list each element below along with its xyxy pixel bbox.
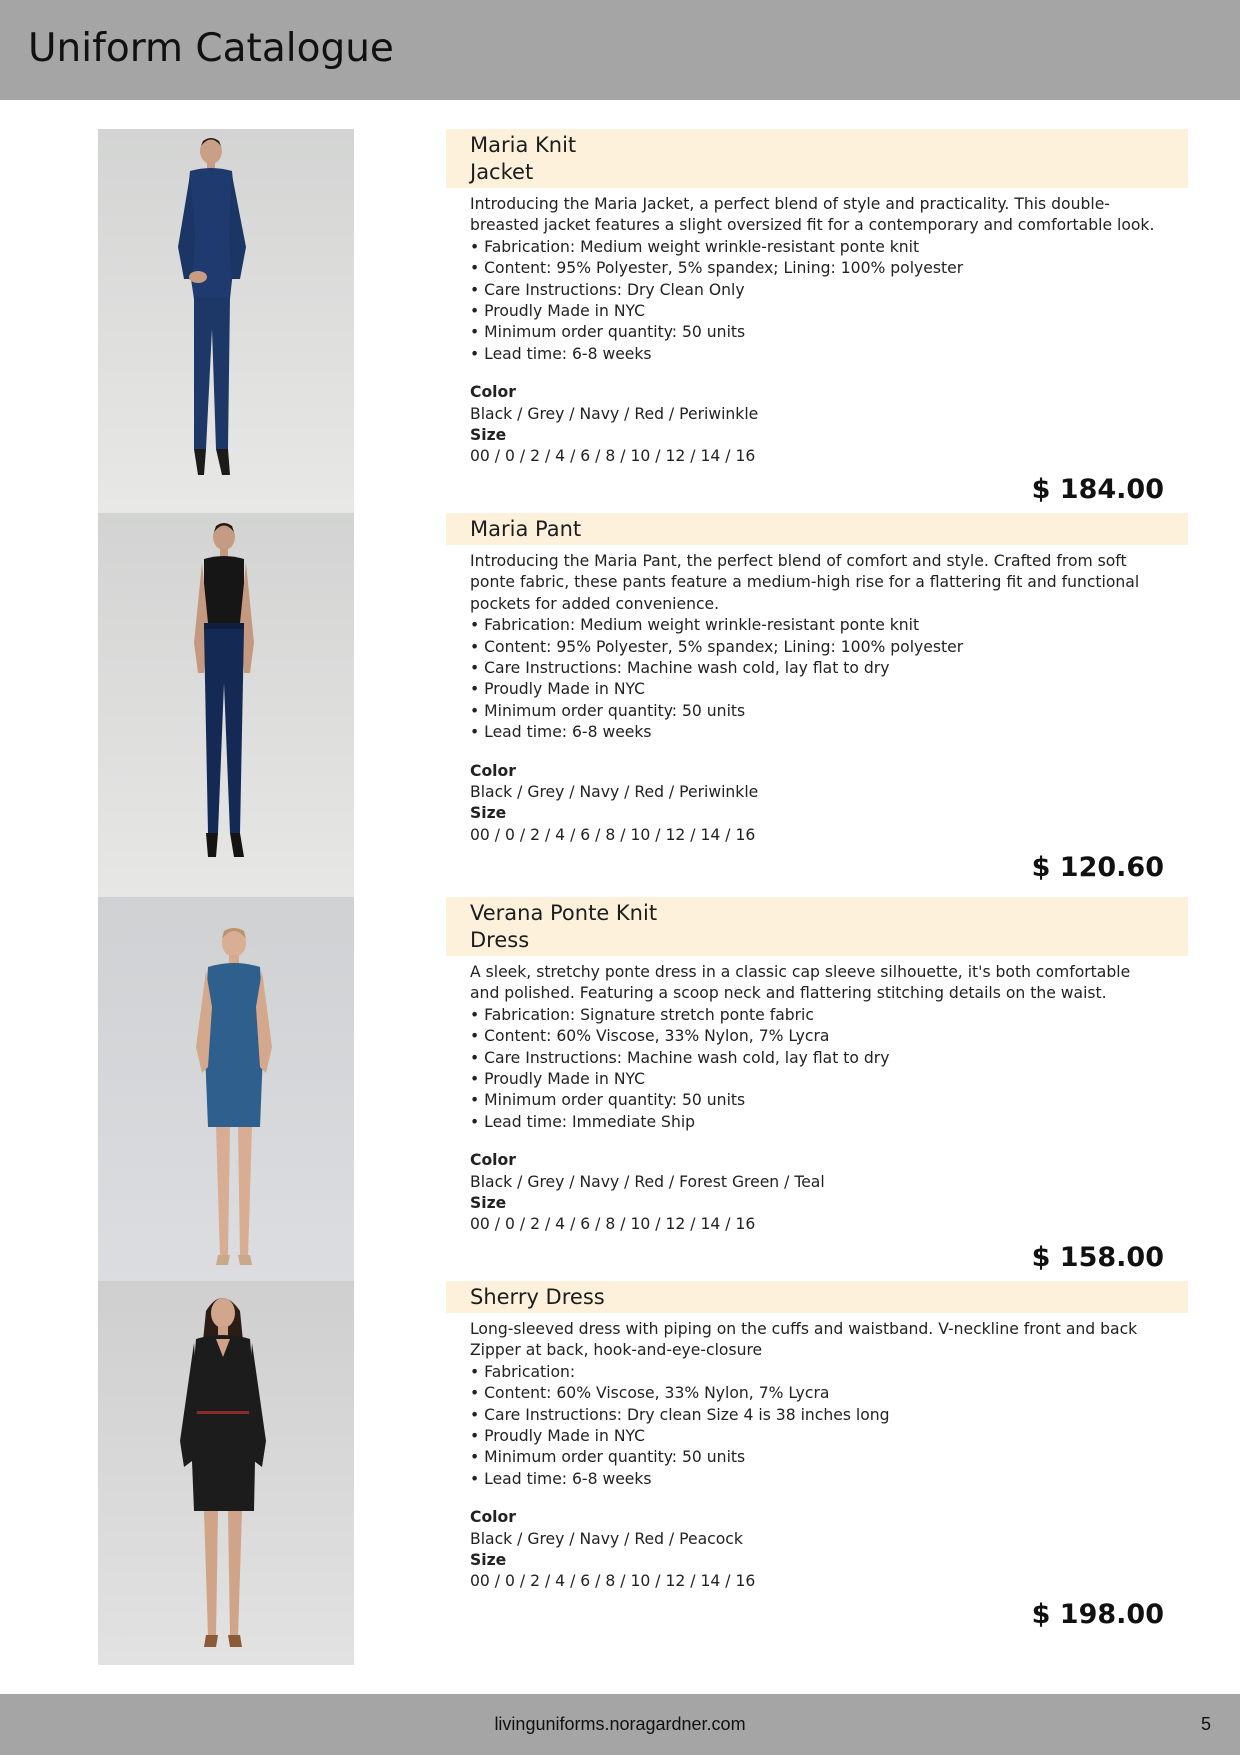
bullet-item: • Content: 60% Viscose, 33% Nylon, 7% Lycra: [470, 1383, 1164, 1404]
size-label: Size: [470, 1194, 507, 1213]
product-verana-dress: [446, 897, 1188, 1273]
product-title-line1: Sherry Dress: [470, 1285, 605, 1309]
product-details: [446, 188, 1188, 468]
product-title: [446, 129, 1188, 188]
size-options: 00 / 0 / 2 / 4 / 6 / 8 / 10 / 12 / 14 / 16: [470, 1215, 756, 1234]
product-title: [446, 897, 1188, 956]
bullet-item: • Lead time: 6-8 weeks: [470, 344, 1164, 365]
product-description: Long-sleeved dress with piping on the cuffs and waistband. V-neckline front and back Zipper at back, hook-and-eye-closure: [470, 1320, 1138, 1360]
bullet-item: • Minimum order quantity: 50 units: [470, 1090, 1164, 1111]
color-label: Color: [470, 761, 516, 780]
color-label: Color: [470, 1151, 516, 1170]
color-options: Black / Grey / Navy / Red / Periwinkle: [470, 404, 759, 423]
bullet-item: • Care Instructions: Dry Clean Only: [470, 280, 1164, 301]
product-price: $ 184.00: [1031, 473, 1164, 505]
bullet-item: • Fabrication:: [470, 1362, 1164, 1383]
size-options: 00 / 0 / 2 / 4 / 6 / 8 / 10 / 12 / 14 / 16: [470, 825, 756, 844]
product-price: $ 198.00: [1031, 1598, 1164, 1630]
bullet-item: • Care Instructions: Dry clean Size 4 is 38 inches long: [470, 1405, 1164, 1426]
bullet-item: • Fabrication: Medium weight wrinkle-resistant ponte knit: [470, 615, 1164, 636]
size-label: Size: [470, 1551, 507, 1570]
size-options: 00 / 0 / 2 / 4 / 6 / 8 / 10 / 12 / 14 / 16: [470, 1572, 756, 1591]
product-title-line2: Dress: [470, 928, 530, 952]
page-title: Uniform Catalogue: [28, 26, 394, 71]
product-title-line1: Verana Ponte Knit: [470, 901, 658, 925]
bullet-item: • Proudly Made in NYC: [470, 1069, 1164, 1090]
product-photo-verana-dress: [98, 897, 354, 1281]
size-label: Size: [470, 804, 507, 823]
product-photo-maria-jacket: [98, 129, 354, 513]
product-details: [446, 1313, 1188, 1593]
color-label: Color: [470, 383, 516, 402]
product-photo-sherry-dress: [98, 1281, 354, 1665]
color-options: Black / Grey / Navy / Red / Forest Green / Teal: [470, 1172, 825, 1191]
product-title-line1: Maria Pant: [470, 517, 582, 541]
size-options: 00 / 0 / 2 / 4 / 6 / 8 / 10 / 12 / 14 / 16: [470, 447, 756, 466]
bullet-item: • Care Instructions: Machine wash cold, lay flat to dry: [470, 1048, 1164, 1069]
color-options: Black / Grey / Navy / Red / Periwinkle: [470, 783, 759, 802]
bullet-item: • Fabrication: Signature stretch ponte fabric: [470, 1005, 1164, 1026]
product-sherry-dress: [446, 1281, 1188, 1630]
page-header: [0, 0, 1240, 100]
bullet-item: • Content: 95% Polyester, 5% spandex; Lining: 100% polyester: [470, 258, 1164, 279]
product-details: [446, 956, 1188, 1236]
product-bullets: [470, 1005, 1164, 1133]
bullet-item: • Minimum order quantity: 50 units: [470, 701, 1164, 722]
product-price: $ 120.60: [1031, 852, 1164, 884]
bullet-item: • Lead time: Immediate Ship: [470, 1112, 1164, 1133]
page-number: 5: [1200, 1714, 1211, 1734]
product-bullets: [470, 237, 1164, 365]
bullet-item: • Content: 60% Viscose, 33% Nylon, 7% Lycra: [470, 1026, 1164, 1047]
product-title: [446, 1281, 1188, 1313]
bullet-item: • Fabrication: Medium weight wrinkle-resistant ponte knit: [470, 237, 1164, 258]
product-description: Introducing the Maria Pant, the perfect blend of comfort and style. Crafted from soft ponte fabric, these pants feature a medium-high rise for a flattering fit and functional pockets for added convenience.: [470, 552, 1140, 613]
page-footer: [0, 1694, 1240, 1755]
product-title: [446, 513, 1188, 545]
bullet-item: • Minimum order quantity: 50 units: [470, 322, 1164, 343]
product-photo-maria-pant: [98, 513, 354, 897]
product-bullets: [470, 615, 1164, 743]
product-bullets: [470, 1362, 1164, 1490]
bullet-item: • Proudly Made in NYC: [470, 301, 1164, 322]
bullet-item: • Content: 95% Polyester, 5% spandex; Lining: 100% polyester: [470, 637, 1164, 658]
bullet-item: • Proudly Made in NYC: [470, 1426, 1164, 1447]
bullet-item: • Care Instructions: Machine wash cold, lay flat to dry: [470, 658, 1164, 679]
color-options: Black / Grey / Navy / Red / Peacock: [470, 1529, 743, 1548]
bullet-item: • Lead time: 6-8 weeks: [470, 1469, 1164, 1490]
product-price: $ 158.00: [1031, 1241, 1164, 1273]
footer-url[interactable]: livinguniforms.noragardner.com: [494, 1714, 746, 1734]
bullet-item: • Minimum order quantity: 50 units: [470, 1447, 1164, 1468]
product-description: Introducing the Maria Jacket, a perfect blend of style and practicality. This double-breasted jacket features a slight oversized fit for a contemporary and comfortable look.: [470, 195, 1155, 235]
product-maria-jacket: [446, 129, 1188, 505]
bullet-item: • Lead time: 6-8 weeks: [470, 722, 1164, 743]
color-label: Color: [470, 1508, 516, 1527]
product-title-line1: Maria Knit: [470, 133, 577, 157]
product-title-line2: Jacket: [470, 160, 534, 184]
bullet-item: • Proudly Made in NYC: [470, 679, 1164, 700]
size-label: Size: [470, 426, 507, 445]
product-details: [446, 545, 1188, 846]
product-maria-pant: [446, 513, 1188, 883]
product-description: A sleek, stretchy ponte dress in a classic cap sleeve silhouette, it's both comfortable and polished. Featuring a scoop neck and flattering stitching details on the waist.: [470, 963, 1131, 1003]
